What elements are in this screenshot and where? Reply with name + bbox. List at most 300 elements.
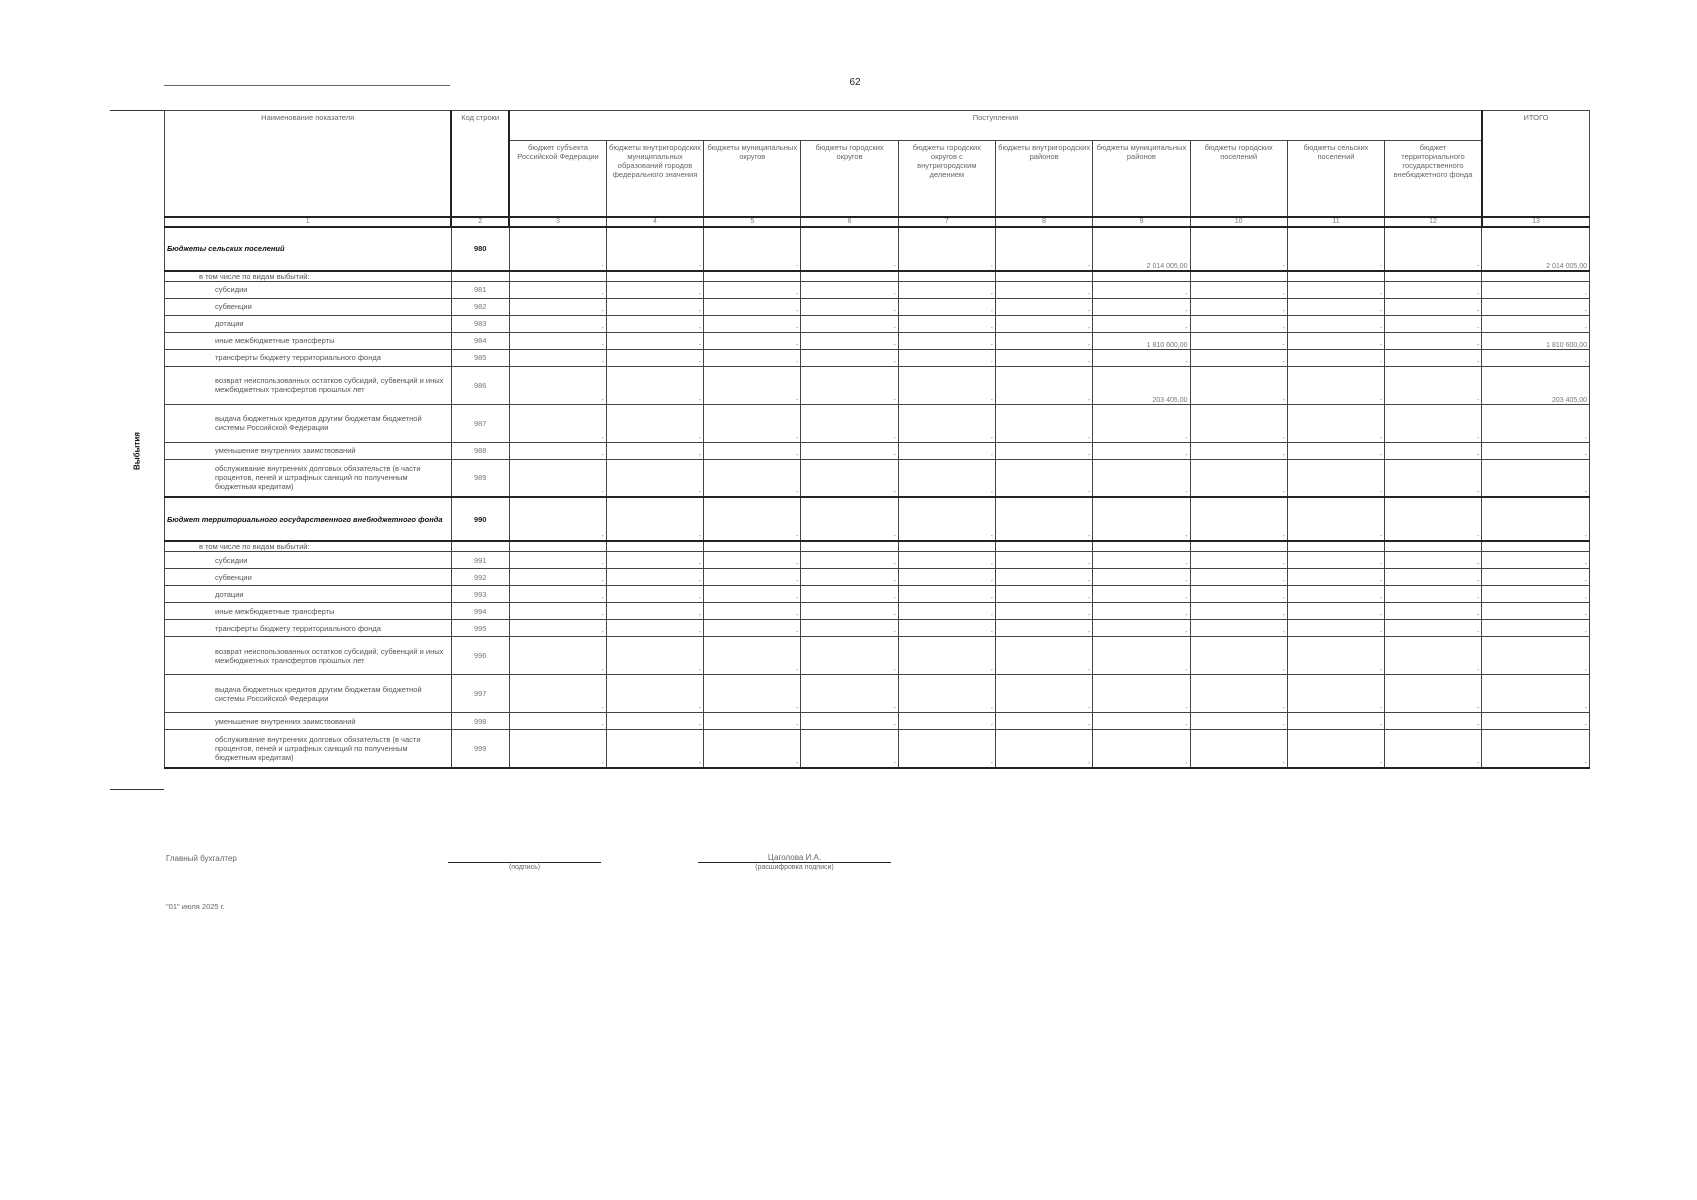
row-value: - — [898, 620, 995, 637]
row-value: - — [1287, 569, 1384, 586]
row-value: - — [995, 552, 1092, 569]
row-value: - — [1093, 442, 1190, 459]
row-code: 993 — [451, 586, 509, 603]
row-value: - — [1190, 332, 1287, 349]
row-label: дотации — [165, 586, 452, 603]
row-value: - — [801, 227, 898, 271]
column-number: 9 — [1093, 217, 1190, 227]
row-value: - — [1385, 603, 1482, 620]
row-code — [451, 541, 509, 552]
row-label: трансферты бюджету территориального фонда — [165, 349, 452, 366]
row-value: - — [1385, 497, 1482, 541]
row-value: - — [1287, 713, 1384, 730]
row-value: - — [606, 349, 703, 366]
row-value: - — [1385, 459, 1482, 497]
row-value: - — [995, 675, 1092, 713]
row-value: - — [1385, 404, 1482, 442]
column-number: 11 — [1287, 217, 1384, 227]
row-value: - — [704, 281, 801, 298]
table-row — [165, 730, 1590, 768]
row-value: - — [509, 366, 606, 404]
row-value: - — [704, 442, 801, 459]
row-total: 203 405,00 — [1482, 366, 1590, 404]
row-value: - — [995, 569, 1092, 586]
row-value: - — [509, 404, 606, 442]
row-label: выдача бюджетных кредитов другим бюджетам бюджетной системы Российской Федерации — [165, 675, 452, 713]
row-value: - — [898, 569, 995, 586]
page-number: 62 — [849, 77, 861, 88]
row-value: - — [606, 552, 703, 569]
row-value: - — [1385, 637, 1482, 675]
subheader-col: бюджеты городских округов — [801, 141, 898, 217]
row-value: - — [801, 366, 898, 404]
row-value: - — [801, 349, 898, 366]
row-value: - — [1093, 552, 1190, 569]
row-value: - — [801, 586, 898, 603]
row-value: - — [606, 497, 703, 541]
row-total: - — [1482, 569, 1590, 586]
row-value: - — [509, 227, 606, 271]
row-value: - — [801, 713, 898, 730]
row-value: - — [1190, 442, 1287, 459]
row-code: 982 — [451, 298, 509, 315]
report-date: "01" июля 2025 г. — [166, 902, 225, 911]
row-value: - — [995, 349, 1092, 366]
row-value: - — [898, 404, 995, 442]
row-value: - — [606, 298, 703, 315]
row-label: Бюджеты сельских поселений — [165, 227, 452, 271]
row-value: - — [1385, 675, 1482, 713]
table-row — [165, 271, 1590, 282]
table-row — [165, 366, 1590, 404]
row-code: 995 — [451, 620, 509, 637]
row-value: - — [704, 332, 801, 349]
row-value: - — [509, 349, 606, 366]
row-value: - — [898, 675, 995, 713]
row-value — [1385, 271, 1482, 282]
row-label: субвенции — [165, 298, 452, 315]
row-value: - — [995, 366, 1092, 404]
row-value: - — [1190, 730, 1287, 768]
row-code: 997 — [451, 675, 509, 713]
row-value: - — [801, 404, 898, 442]
row-label: дотации — [165, 315, 452, 332]
row-total — [1482, 541, 1590, 552]
row-value: - — [704, 637, 801, 675]
row-value: - — [704, 730, 801, 768]
row-value: - — [1287, 298, 1384, 315]
row-value: - — [704, 227, 801, 271]
subheader-col: бюджеты внутригородских муниципальных образований городов федерального значения — [606, 141, 703, 217]
row-value — [995, 541, 1092, 552]
row-value — [704, 271, 801, 282]
row-value: - — [509, 637, 606, 675]
table-row — [165, 227, 1590, 271]
signature-caption: (подпись) — [508, 864, 541, 871]
table-row — [165, 713, 1590, 730]
table-row — [165, 569, 1590, 586]
row-total: - — [1482, 675, 1590, 713]
row-value: - — [1190, 315, 1287, 332]
row-total: - — [1482, 298, 1590, 315]
side-label-box — [110, 110, 164, 790]
row-value: - — [704, 603, 801, 620]
row-code: 980 — [451, 227, 509, 271]
row-value: - — [509, 459, 606, 497]
table-row — [165, 552, 1590, 569]
row-value: - — [704, 497, 801, 541]
row-code: 985 — [451, 349, 509, 366]
row-value: - — [1287, 552, 1384, 569]
row-value: - — [995, 586, 1092, 603]
row-value: - — [1190, 603, 1287, 620]
row-code: 983 — [451, 315, 509, 332]
row-value: - — [801, 603, 898, 620]
row-value: - — [801, 675, 898, 713]
row-value: - — [1385, 620, 1482, 637]
table-row — [165, 404, 1590, 442]
row-value: - — [898, 298, 995, 315]
row-value: - — [1287, 459, 1384, 497]
header-group: Поступления — [509, 111, 1482, 141]
row-value: - — [1385, 366, 1482, 404]
row-value: - — [801, 459, 898, 497]
row-value — [1287, 541, 1384, 552]
row-value: - — [1287, 442, 1384, 459]
row-value: - — [704, 366, 801, 404]
row-value: - — [801, 281, 898, 298]
row-value: - — [801, 552, 898, 569]
column-number: 5 — [704, 217, 801, 227]
row-value: - — [1385, 552, 1482, 569]
row-total: - — [1482, 603, 1590, 620]
row-value: - — [606, 713, 703, 730]
row-code: 991 — [451, 552, 509, 569]
row-value: - — [704, 459, 801, 497]
row-value: - — [1287, 730, 1384, 768]
row-label: возврат неиспользованных остатков субсидий, субвенций и иных межбюджетных трансфертов прошлых лет — [165, 366, 452, 404]
row-value: - — [801, 298, 898, 315]
row-value: - — [995, 404, 1092, 442]
row-total: - — [1482, 459, 1590, 497]
row-value: - — [1385, 227, 1482, 271]
row-value: - — [898, 349, 995, 366]
table-row — [165, 442, 1590, 459]
row-total: - — [1482, 404, 1590, 442]
row-value: - — [606, 603, 703, 620]
row-value: - — [704, 552, 801, 569]
row-value: - — [1287, 497, 1384, 541]
row-code: 994 — [451, 603, 509, 620]
row-code: 990 — [451, 497, 509, 541]
table-row — [165, 620, 1590, 637]
row-value: - — [509, 675, 606, 713]
row-value: - — [606, 459, 703, 497]
row-value: - — [509, 298, 606, 315]
row-value: - — [1093, 675, 1190, 713]
row-value: - — [995, 227, 1092, 271]
subheader-col: бюджеты внутригородских районов — [995, 141, 1092, 217]
row-total: 1 810 600,00 — [1482, 332, 1590, 349]
row-label: уменьшение внутренних заимствований — [165, 713, 452, 730]
table-row — [165, 298, 1590, 315]
row-value: - — [995, 332, 1092, 349]
row-total: - — [1482, 552, 1590, 569]
row-value: - — [995, 298, 1092, 315]
row-value: - — [1287, 332, 1384, 349]
row-value: - — [509, 281, 606, 298]
row-value: - — [801, 620, 898, 637]
table-row — [165, 603, 1590, 620]
subheader-col: бюджеты сельских поселений — [1287, 141, 1384, 217]
row-code: 981 — [451, 281, 509, 298]
row-label: уменьшение внутренних заимствований — [165, 442, 452, 459]
row-value: - — [704, 315, 801, 332]
row-value: - — [1190, 459, 1287, 497]
row-value: - — [1093, 586, 1190, 603]
row-code: 984 — [451, 332, 509, 349]
row-value: - — [606, 404, 703, 442]
row-value: - — [801, 569, 898, 586]
row-value: - — [1287, 315, 1384, 332]
row-value: - — [1287, 603, 1384, 620]
row-label: в том числе по видам выбытий: — [165, 541, 452, 552]
row-value: - — [1385, 298, 1482, 315]
row-value: - — [704, 298, 801, 315]
table-row — [165, 315, 1590, 332]
row-total: 2 014 005,00 — [1482, 227, 1590, 271]
column-number: 2 — [451, 217, 509, 227]
header-name: Наименование показателя — [165, 111, 452, 217]
row-code: 986 — [451, 366, 509, 404]
table-row — [165, 497, 1590, 541]
row-value: - — [606, 620, 703, 637]
row-value: - — [995, 713, 1092, 730]
signer-name: Цаголова И.А. — [767, 853, 822, 862]
row-value — [995, 271, 1092, 282]
row-value: - — [898, 366, 995, 404]
row-value: - — [1287, 620, 1384, 637]
row-value: 2 014 005,00 — [1093, 227, 1190, 271]
row-value: - — [509, 442, 606, 459]
row-code: 998 — [451, 713, 509, 730]
row-value: - — [1093, 298, 1190, 315]
row-value: - — [1190, 620, 1287, 637]
row-value: - — [1093, 620, 1190, 637]
row-total: - — [1482, 586, 1590, 603]
row-code: 987 — [451, 404, 509, 442]
row-value: - — [1093, 569, 1190, 586]
row-value — [898, 541, 995, 552]
row-value: - — [704, 586, 801, 603]
row-label: в том числе по видам выбытий: — [165, 271, 452, 282]
column-number: 12 — [1385, 217, 1482, 227]
row-total: - — [1482, 315, 1590, 332]
subheader-col: бюджеты городских округов с внутригородским делением — [898, 141, 995, 217]
row-value: - — [995, 730, 1092, 768]
top-rule — [164, 85, 450, 86]
row-value: - — [995, 620, 1092, 637]
row-value: - — [1190, 281, 1287, 298]
row-value: - — [1093, 459, 1190, 497]
row-label: трансферты бюджету территориального фонда — [165, 620, 452, 637]
column-number: 4 — [606, 217, 703, 227]
row-value: - — [606, 332, 703, 349]
row-value: - — [1385, 281, 1482, 298]
row-code: 996 — [451, 637, 509, 675]
row-value: - — [898, 459, 995, 497]
row-value: - — [509, 552, 606, 569]
row-value: - — [1385, 332, 1482, 349]
row-value: - — [801, 442, 898, 459]
row-code: 999 — [451, 730, 509, 768]
row-value: - — [509, 332, 606, 349]
subheader-col: бюджеты муниципальных округов — [704, 141, 801, 217]
row-value: - — [995, 281, 1092, 298]
row-value — [898, 271, 995, 282]
signature-line — [448, 862, 601, 863]
row-value — [801, 271, 898, 282]
row-code: 988 — [451, 442, 509, 459]
name-caption: (расшифровка подписи) — [755, 864, 834, 871]
row-value: - — [995, 459, 1092, 497]
row-value: - — [1385, 569, 1482, 586]
row-value: - — [898, 713, 995, 730]
row-value — [801, 541, 898, 552]
row-value — [704, 541, 801, 552]
row-value: 1 810 600,00 — [1093, 332, 1190, 349]
table-row — [165, 586, 1590, 603]
row-value: - — [704, 349, 801, 366]
row-total: - — [1482, 442, 1590, 459]
row-value: - — [1385, 586, 1482, 603]
row-value: - — [898, 227, 995, 271]
row-label: обслуживание внутренних долговых обязательств (в части процентов, пеней и штрафных санкций по полученным бюджетным кредитам) — [165, 459, 452, 497]
subheader-col: бюджет территориального государственного внебюджетного фонда — [1385, 141, 1482, 217]
row-value: - — [704, 569, 801, 586]
row-value: - — [1190, 404, 1287, 442]
row-value — [1385, 541, 1482, 552]
row-value: - — [704, 713, 801, 730]
row-value: - — [1385, 315, 1482, 332]
row-value — [606, 271, 703, 282]
row-value: - — [1190, 366, 1287, 404]
row-value: - — [1385, 713, 1482, 730]
row-value: - — [1287, 227, 1384, 271]
row-value: - — [1093, 404, 1190, 442]
row-code: 992 — [451, 569, 509, 586]
row-value — [1287, 271, 1384, 282]
report-table — [164, 110, 1590, 769]
row-value: - — [509, 569, 606, 586]
row-value: - — [898, 497, 995, 541]
row-value: - — [898, 281, 995, 298]
side-label: Выбытия — [132, 432, 142, 470]
row-value: - — [1190, 637, 1287, 675]
row-value: - — [1287, 281, 1384, 298]
row-label: иные межбюджетные трансферты — [165, 332, 452, 349]
row-value: - — [606, 569, 703, 586]
row-value: - — [1093, 637, 1190, 675]
column-number: 7 — [898, 217, 995, 227]
column-number: 3 — [509, 217, 606, 227]
column-number: 6 — [801, 217, 898, 227]
row-value: - — [898, 586, 995, 603]
row-value: - — [1190, 552, 1287, 569]
row-value: - — [801, 497, 898, 541]
row-value — [1190, 271, 1287, 282]
name-line — [698, 862, 891, 863]
row-value: - — [606, 281, 703, 298]
row-value — [1190, 541, 1287, 552]
row-value: - — [1287, 637, 1384, 675]
row-label: обслуживание внутренних долговых обязательств (в части процентов, пеней и штрафных санкций по полученным бюджетным кредитам) — [165, 730, 452, 768]
table-row — [165, 281, 1590, 298]
row-value: - — [898, 332, 995, 349]
row-value: - — [898, 552, 995, 569]
row-value: - — [1093, 730, 1190, 768]
row-value: - — [898, 637, 995, 675]
table-row — [165, 541, 1590, 552]
row-value: - — [704, 620, 801, 637]
row-label: субсидии — [165, 281, 452, 298]
row-label: Бюджет территориального государственного внебюджетного фонда — [165, 497, 452, 541]
row-value — [1093, 541, 1190, 552]
row-value: - — [801, 637, 898, 675]
row-value — [1093, 271, 1190, 282]
row-value: - — [995, 637, 1092, 675]
row-value: - — [1093, 315, 1190, 332]
table-row — [165, 675, 1590, 713]
row-value: - — [1093, 603, 1190, 620]
row-value: - — [606, 730, 703, 768]
row-value: - — [509, 586, 606, 603]
row-value: - — [509, 730, 606, 768]
row-value: - — [606, 586, 703, 603]
subheader-col: бюджеты муниципальных районов — [1093, 141, 1190, 217]
row-label: иные межбюджетные трансферты — [165, 603, 452, 620]
row-value: - — [801, 315, 898, 332]
subheader-col: бюджет субъекта Российской Федерации — [509, 141, 606, 217]
row-value: - — [509, 603, 606, 620]
row-value: - — [1093, 497, 1190, 541]
row-value: - — [1287, 675, 1384, 713]
row-value: - — [704, 675, 801, 713]
row-value: - — [606, 637, 703, 675]
row-value: - — [995, 315, 1092, 332]
row-label: выдача бюджетных кредитов другим бюджетам бюджетной системы Российской Федерации — [165, 404, 452, 442]
row-value: - — [1190, 227, 1287, 271]
row-label: возврат неиспользованных остатков субсидий, субвенций и иных межбюджетных трансфертов прошлых лет — [165, 637, 452, 675]
row-total: - — [1482, 730, 1590, 768]
row-total: - — [1482, 497, 1590, 541]
row-value: - — [1190, 497, 1287, 541]
row-value: - — [801, 332, 898, 349]
row-value: - — [898, 442, 995, 459]
row-label: субвенции — [165, 569, 452, 586]
row-value: - — [1190, 586, 1287, 603]
table-row — [165, 332, 1590, 349]
row-value: - — [606, 227, 703, 271]
column-number: 1 — [165, 217, 452, 227]
row-value: - — [509, 315, 606, 332]
column-number: 10 — [1190, 217, 1287, 227]
table-row — [165, 637, 1590, 675]
row-value: 203 405,00 — [1093, 366, 1190, 404]
row-value: - — [995, 442, 1092, 459]
row-value — [509, 271, 606, 282]
row-value: - — [606, 366, 703, 404]
